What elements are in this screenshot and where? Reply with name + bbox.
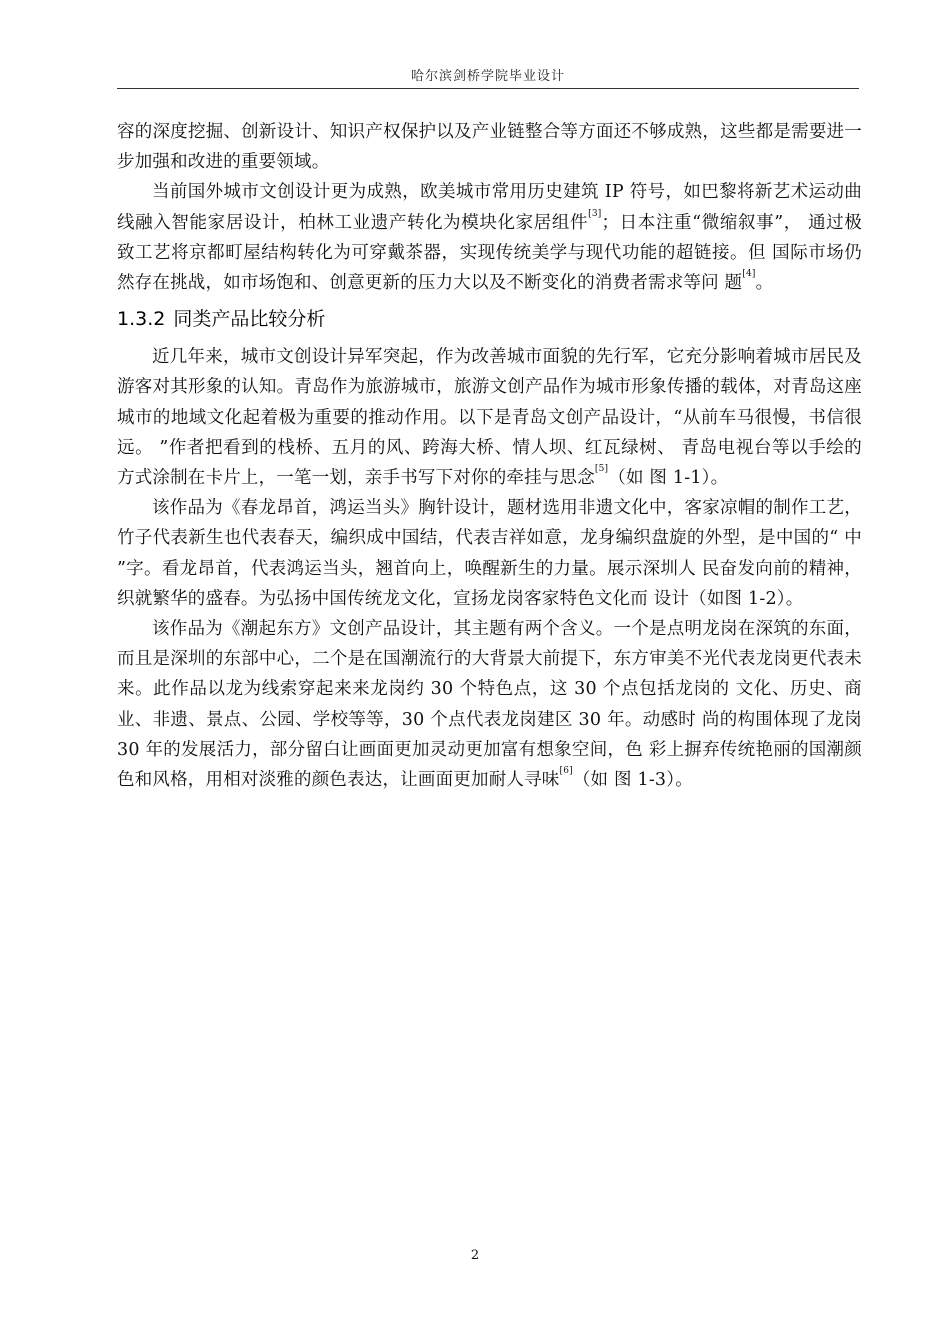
paragraph-text: 该作品为《潮起东方》文创产品设计，其主题有两个含义。一个是点明龙岗在深筑的东面，而且是深圳的东部中心，二个是在国潮流行的大背景大前提下，东方审美不光代表龙岗更代表未来。此作品以龙为线索穿起来来龙岗约 30 个特色点，这 30 个点包括龙岗的 文化、历史、商业、非遗、景点、公园、学校等等，30 个点代表龙岗建区 30 年。动感时 尚的构围体现了龙岗 30 年的发展活力，部分留白让画面更加灵动更加富有想象空间，色 彩上摒弃传统艳丽的国潮颜色和风格，用相对淡雅的颜色表达，让画面更加耐人寻味: [117, 619, 862, 791]
citation-5: [5]: [594, 464, 609, 475]
citation-3: [3]: [588, 208, 602, 219]
paragraph-qingdao: [117, 342, 862, 493]
paragraph-text: ；日本注重“微缩叙事”， 通过极致工艺将京都町屋结构转化为可穿戴茶器，实现传统美学与现代功能的超链接。但 国际市场仍然存在挑战，如市场饱和、创意更新的压力大以及不断变化的消费者需求等问 题: [117, 212, 863, 294]
paragraph-text: （如 图 1-1）。: [608, 468, 729, 489]
paragraph-text: 近几年来，城市文创设计异军突起，作为改善城市面貌的先行军，它充分影响着城市居民及游客对其形象的认知。青岛作为旅游城市，旅游文创产品作为城市形象传播的载体，对青岛这座城市的地域文化起着极为重要的推动作用。以下是青岛文创产品设计，“从前车马很慢，书信很远。 ”作者把看到的栈桥、五月的风、跨海大桥、情人坝、红瓦绿树、 青岛电视台等以手绘的方式涂制在卡片上，一笔一划，亲手书写下对你的牵挂与思念: [117, 347, 862, 489]
paragraph-text: 。: [755, 273, 774, 294]
paragraph-chaoqi-dongfang: [117, 614, 862, 795]
paragraph-foreign-design: [117, 177, 862, 298]
citation-6: [6]: [559, 766, 573, 777]
header-title: 哈尔滨剑桥学院毕业设计: [410, 69, 565, 84]
page-header: [117, 60, 859, 89]
paragraph-text: 该作品为《春龙昂首，鸿运当头》胸针设计，题材选用非遗文化中，客家凉帽的制作工艺，竹子代表新生也代表春天，编织成中国结，代表吉祥如意，龙身编织盘旋的外型，是中国的“ 中 ”字。看龙昂首，代表鸿运当头，翘首向上，唤醒新生的力量。展示深圳人 民奋发向前的精神，织就繁华的盛春。为弘扬中国传统龙文化，宣扬龙岗客家特色文化而 设计（如图 1-2）。: [117, 498, 862, 609]
section-number: 1.3.2: [117, 308, 166, 331]
page-number: 2: [470, 1248, 480, 1263]
paragraph-continuation: [117, 117, 862, 177]
paragraph-text: 容的深度挖掘、创新设计、知识产权保护以及产业链整合等方面还不够成熟，这些都是需要进一步加强和改进的重要领域。: [117, 122, 862, 173]
section-heading: [117, 304, 862, 334]
paragraph-dragon-brooch: [117, 493, 862, 614]
paragraph-text: 当前国外城市文创设计更为成熟，欧美城市常用历史建筑 IP 符号，如巴黎将新艺术运动曲线融入智能家居设计，柏林工业遗产转化为模块化家居组件: [117, 182, 862, 233]
paragraph-text: （如 图 1-3）。: [572, 770, 693, 791]
citation-4: [4]: [742, 269, 756, 280]
section-title: 同类产品比较分析: [173, 308, 326, 331]
document-body: [117, 117, 862, 795]
